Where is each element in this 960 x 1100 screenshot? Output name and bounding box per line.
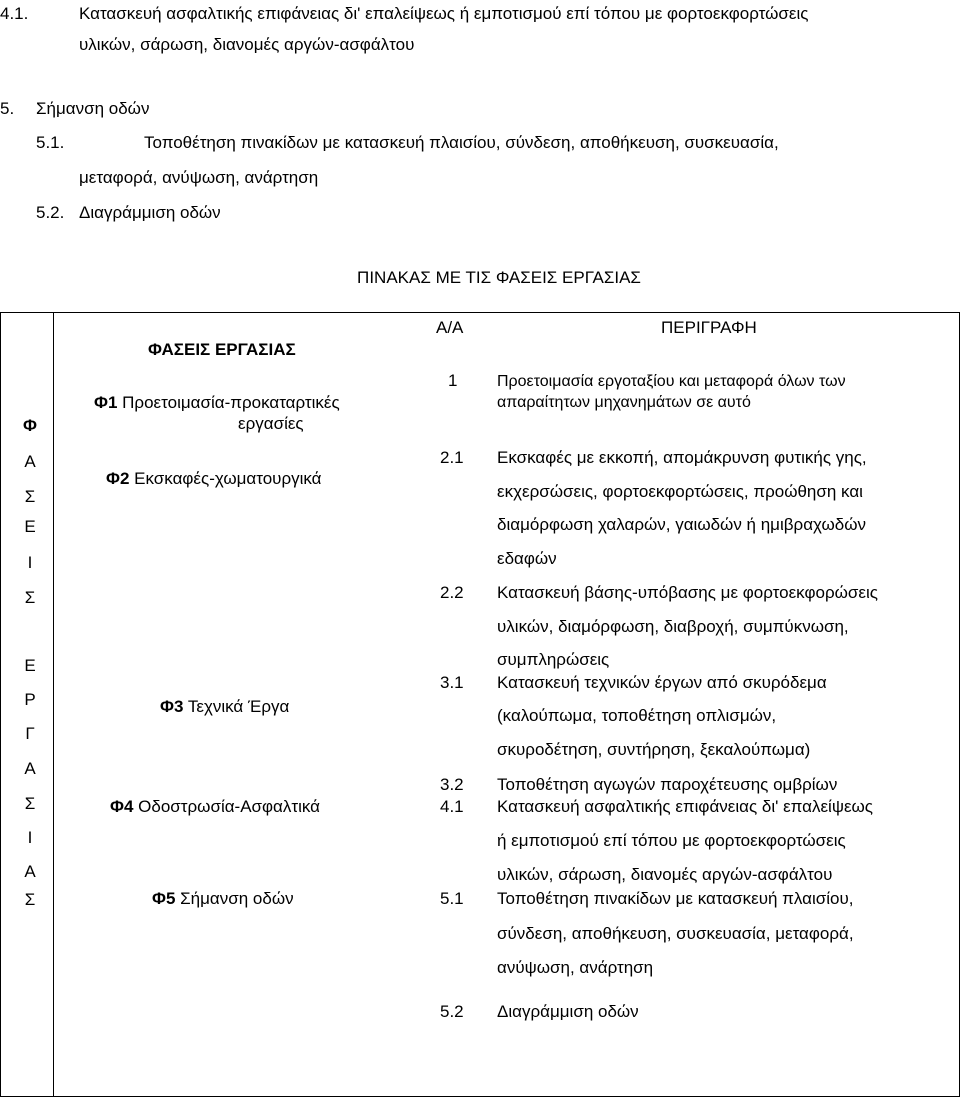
- row-description: υλικών, διαμόρφωση, διαβροχή, συμπύκνωση,: [497, 617, 849, 636]
- description-column-header: ΠΕΡΙΓΡΑΦΗ: [661, 318, 757, 337]
- aa-column-header: Α/Α: [436, 318, 464, 337]
- list-item-5-number: 5.: [0, 99, 15, 118]
- phase-name: Οδοστρωσία-Ασφαλτικά: [138, 797, 321, 816]
- row-description: διαμόρφωση χαλαρών, γαιωδών ή ημιβραχωδών: [497, 515, 867, 534]
- list-item-5-2-number: 5.2.: [36, 203, 65, 222]
- row-description: Κατασκευή ασφαλτικής επιφάνειας δι' επαλείψεως: [497, 797, 874, 816]
- row-number: 3.2: [440, 775, 464, 794]
- phase-label-f3: [160, 697, 289, 717]
- row-description: (καλούπωμα, τοποθέτηση οπλισμών,: [497, 706, 777, 725]
- row-description: Κατασκευή τεχνικών έργων από σκυρόδεμα: [497, 673, 827, 692]
- vertical-letter: Ι: [27, 553, 33, 572]
- vertical-letter: Α: [24, 452, 36, 471]
- row-description: ανύψωση, ανάρτηση: [497, 958, 654, 977]
- phase-code: Φ1: [94, 393, 118, 412]
- row-description: Τοποθέτηση πινακίδων με κατασκευή πλαισίου,: [497, 889, 854, 908]
- row-description: Διαγράμμιση οδών: [497, 1002, 639, 1021]
- phase-label-f1-cont: εργασίες: [238, 414, 304, 433]
- table-border-bottom: [0, 1096, 960, 1097]
- vertical-letter: Ι: [27, 828, 33, 847]
- row-description: υλικών, σάρωση, διανομές αργών-ασφάλτου: [497, 865, 833, 884]
- vertical-letter: Σ: [24, 588, 36, 607]
- row-number: 3.1: [440, 673, 464, 692]
- phase-name: Προετοιμασία-προκαταρτικές: [122, 393, 340, 412]
- vertical-letter: Α: [24, 759, 36, 778]
- table-title: ΠΙΝΑΚΑΣ ΜΕ ΤΙΣ ΦΑΣΕΙΣ ΕΡΓΑΣΙΑΣ: [357, 268, 641, 287]
- phase-name: Τεχνικά Έργα: [187, 697, 290, 716]
- list-item-4-1-number: 4.1.: [0, 4, 29, 23]
- list-item-5-1-text-cont: μεταφορά, ανύψωση, ανάρτηση: [79, 168, 319, 187]
- row-description: Κατασκευή βάσης-υπόβασης με φορτοεκφορώσεις: [497, 583, 878, 602]
- phase-label-f2: [106, 469, 322, 489]
- row-description: απαραίτητων μηχανημάτων σε αυτό: [497, 394, 751, 411]
- phase-label-f5: [152, 889, 294, 909]
- vertical-letter: Σ: [24, 487, 36, 506]
- vertical-letter: Ε: [24, 656, 36, 675]
- row-description: σύνδεση, αποθήκευση, συσκευασία, μεταφορά,: [497, 924, 854, 943]
- vertical-letter: Γ: [25, 724, 35, 743]
- row-description: Προετοιμασία εργοταξίου και μεταφορά όλων των: [497, 373, 846, 390]
- vertical-letter: Α: [24, 862, 36, 881]
- row-description: εκχερσώσεις, φορτοεκφορτώσεις, προώθηση και: [497, 482, 863, 501]
- row-number: 2.1: [440, 448, 464, 467]
- phase-code: Φ5: [152, 889, 176, 908]
- phase-name: Σήμανση οδών: [180, 889, 294, 908]
- list-item-5-text: Σήμανση οδών: [36, 99, 150, 118]
- vertical-letter: Σ: [24, 794, 36, 813]
- vertical-letter: Ε: [24, 517, 36, 536]
- row-description: εδαφών: [497, 549, 557, 568]
- phase-label-f4: [110, 797, 320, 817]
- phases-column-header: ΦΑΣΕΙΣ ΕΡΓΑΣΙΑΣ: [148, 340, 296, 359]
- table-border-top: [0, 312, 960, 313]
- vertical-letter: Σ: [24, 890, 36, 909]
- row-number: 4.1: [440, 797, 464, 816]
- row-description: συμπληρώσεις: [497, 650, 610, 669]
- vertical-letter: Ρ: [24, 690, 36, 709]
- row-number: 5.1: [440, 889, 464, 908]
- list-item-5-1-text: Τοποθέτηση πινακίδων με κατασκευή πλαισίου, σύνδεση, αποθήκευση, συσκευασία,: [144, 133, 779, 152]
- row-description: ή εμποτισμού επί τόπου με φορτοεκφορτώσεις: [497, 831, 846, 850]
- row-number: 1: [448, 371, 458, 390]
- list-item-4-1-text-cont: υλικών, σάρωση, διανομές αργών-ασφάλτου: [79, 35, 415, 54]
- row-description: σκυροδέτηση, συντήρηση, ξεκαλούπωμα): [497, 740, 811, 759]
- list-item-5-2-text: Διαγράμμιση οδών: [79, 203, 221, 222]
- table-border-left: [0, 312, 1, 1097]
- row-number: 2.2: [440, 583, 464, 602]
- phase-code: Φ4: [110, 797, 134, 816]
- row-description: Τοποθέτηση αγωγών παροχέτευσης ομβρίων: [497, 775, 838, 794]
- vertical-letter: Φ: [23, 416, 37, 435]
- phase-name: Εκσκαφές-χωματουργικά: [134, 469, 322, 488]
- row-number: 5.2: [440, 1002, 464, 1021]
- table-inner-border: [53, 312, 54, 1097]
- phase-code: Φ2: [106, 469, 130, 488]
- row-description: Εκσκαφές με εκκοπή, απομάκρυνση φυτικής γης,: [497, 448, 867, 467]
- list-item-4-1-text: Κατασκευή ασφαλτικής επιφάνειας δι' επαλείψεως ή εμποτισμού επί τόπου με φορτοεκφορτώσεις: [79, 4, 809, 23]
- list-item-5-1-number: 5.1.: [36, 133, 65, 152]
- phase-code: Φ3: [160, 697, 184, 716]
- phase-label-f1: [94, 393, 340, 413]
